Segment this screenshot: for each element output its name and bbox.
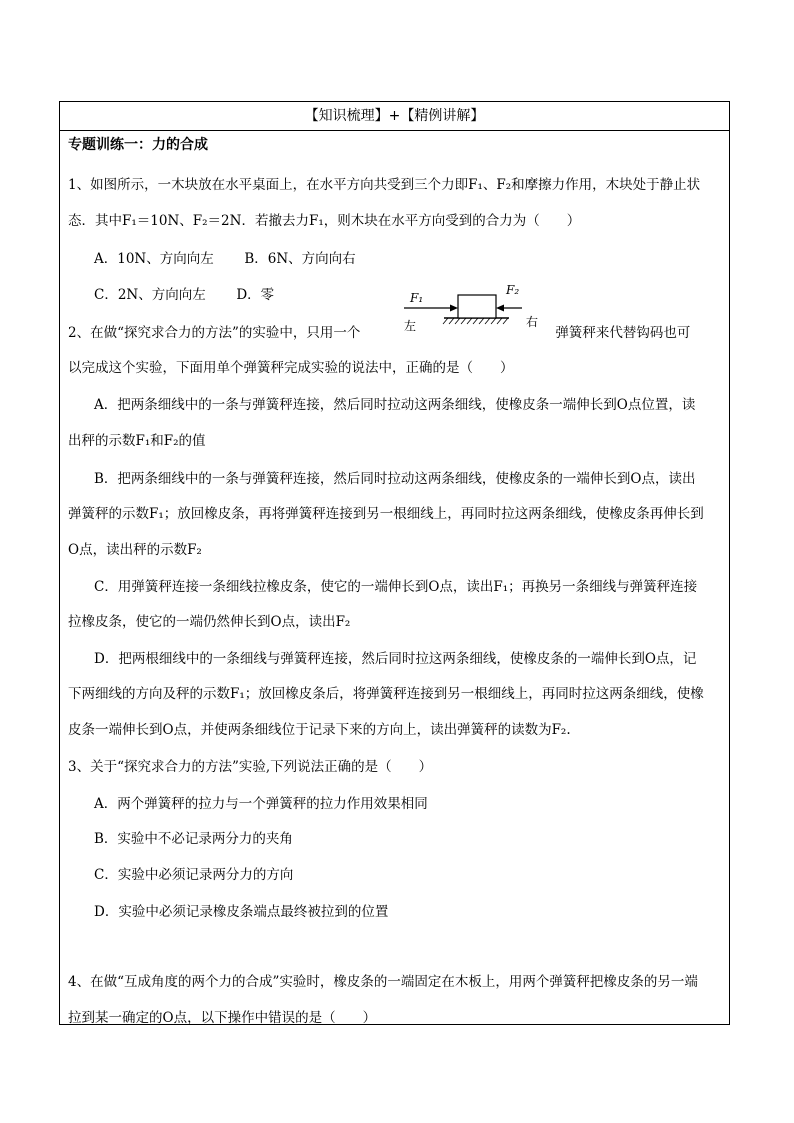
q3-option-d: D．实验中必须记录橡皮条端点最终被拉到的位置: [94, 904, 389, 920]
q2-stem-line1: [68, 323, 721, 343]
q3-option-b: B．实验中不必记录两分力的夹角: [94, 831, 293, 847]
f2-label: F₂: [506, 283, 520, 297]
header-title: 【知识梳理】+【精例讲解】: [60, 102, 729, 131]
q2-option-c-line2: 拉橡皮条，使它的一端仍然伸长到O点，读出F₂: [68, 614, 351, 630]
left-label: 左: [404, 319, 417, 333]
q2-stem-line2: 以完成这个实验，下面用单个弹簧秤完成实验的说法中，正确的是（ ）: [68, 360, 514, 376]
q4-stem-line2: 拉到某一确定的O点，以下操作中错误的是（ ）: [68, 1010, 377, 1026]
q2-option-b-line1: B．把两条细线中的一条与弹簧秤连接，然后同时拉动这两条细线，使橡皮条的一端伸长到O点，读出: [94, 471, 696, 487]
q3-option-a: A．两个弹簧秤的拉力与一个弹簧秤的拉力作用效果相同: [94, 796, 428, 812]
q1-options-row1: [94, 249, 721, 269]
q3-option-c: C．实验中必须记录两分力的方向: [94, 867, 294, 883]
q2-option-a-line1: A．把两条细线中的一条与弹簧秤连接，然后同时拉动这两条细线，使橡皮条一端伸长到O点位置，读: [94, 397, 696, 413]
q1-option-c: C．2N、方向向左: [94, 287, 206, 303]
right-label: 右: [526, 315, 539, 329]
q1-stem-line2: 态．其中F₁＝10N、F₂＝2N．若撤去力F₁，则木块在水平方向受到的合力为（ ）: [68, 213, 581, 229]
q2-stem-part1: 2、在做“探究求合力的方法”的实验中，只用一个: [68, 325, 361, 341]
q2-option-a-line2: 出秤的示数F₁和F₂的值: [68, 433, 206, 449]
q2-option-c-line1: C．用弹簧秤连接一条细线拉橡皮条，使它的一端伸长到O点，读出F₁；再换另一条细线与弹簧秤连接: [94, 579, 698, 595]
section-title: 专题训练一：力的合成: [68, 137, 208, 153]
q1-option-d: D．零: [236, 287, 275, 303]
q1-option-a: A．10N、方向向左: [94, 251, 214, 267]
q1-option-b: B．6N、方向向右: [244, 251, 356, 267]
worksheet-frame: [59, 101, 730, 1025]
q1-stem-line1: 1、如图所示，一木块放在水平桌面上，在水平方向共受到三个力即F₁、F₂和摩擦力作用，木块处于静止状: [68, 177, 701, 193]
q2-stem-part2: 弹簧秤来代替钩码也可: [555, 325, 691, 341]
q4-stem-line1: 4、在做“互成角度的两个力的合成”实验时，橡皮条的一端固定在木板上，用两个弹簧秤把橡皮条的另一端: [68, 974, 698, 990]
q2-option-d-line2: 下两细线的方向及秤的示数F₁；放回橡皮条后，将弹簧秤连接到另一根细线上，再同时拉这两条细线，使橡: [68, 686, 704, 702]
q2-option-d-line1: D．把两根细线中的一条细线与弹簧秤连接，然后同时拉这两条细线，使橡皮条的一端伸长到O点，记: [94, 651, 697, 667]
q2-option-b-line3: O点，读出秤的示数F₂: [68, 542, 202, 558]
f1-label: F₁: [410, 291, 424, 305]
q3-stem: 3、关于“探究求合力的方法”实验,下列说法正确的是（ ）: [68, 759, 433, 775]
q2-option-b-line2: 弹簧秤的示数F₁；放回橡皮条，再将弹簧秤连接到另一根细线上，再同时拉这两条细线，使橡皮条再伸长到: [68, 506, 704, 522]
q2-option-d-line3: 皮条一端伸长到O点，并使两条细线位于记录下来的方向上，读出弹簧秤的读数为F₂.: [68, 722, 571, 738]
